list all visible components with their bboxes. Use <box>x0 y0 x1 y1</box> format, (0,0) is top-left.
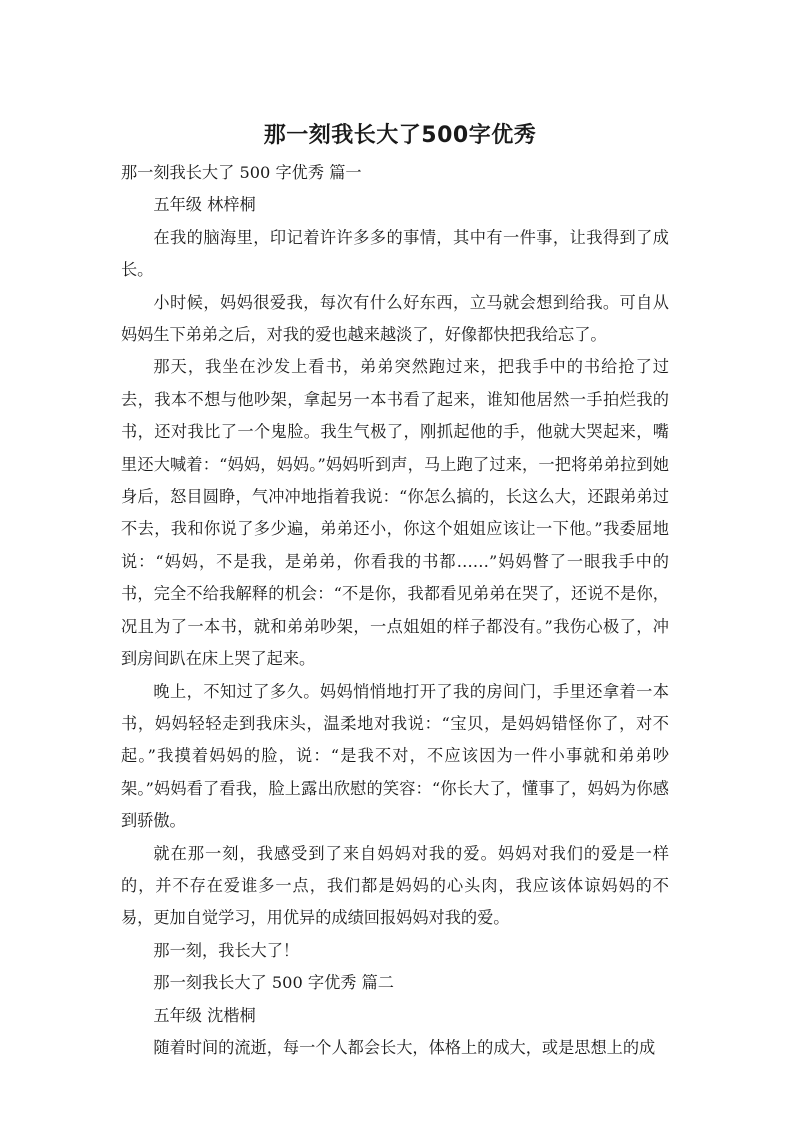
document-body <box>121 157 669 1064</box>
paragraph-5: 就在那一刻，我感受到了来自妈妈对我的爱。妈妈对我们的爱是一样的，并不存在爱谁多一点，我们都是妈妈的心头肉，我应该体谅妈妈的不易，更加自觉学习，用优异的成绩回报妈妈对我的爱。 <box>121 843 669 928</box>
paragraph-2: 小时候，妈妈很爱我，每次有什么好东西，立马就会想到给我。可自从妈妈生下弟弟之后，对我的爱也越来越淡了，好像都快把我给忘了。 <box>121 292 669 345</box>
subheading-part-2: 那一刻我长大了 500 字优秀 篇二 <box>153 973 394 993</box>
author-part-1: 五年级 林梓桐 <box>153 195 256 215</box>
subheading-part-1: 那一刻我长大了 500 字优秀 篇一 <box>121 163 362 182</box>
paragraph-1: 在我的脑海里，印记着许许多多的事情，其中有一件事，让我得到了成长。 <box>121 227 669 280</box>
paragraph-4: 晚上，不知过了多久。妈妈悄悄地打开了我的房间门，手里还拿着一本书，妈妈轻轻走到我床头，温柔地对我说：“宝贝，是妈妈错怪你了，对不起。”我摸着妈妈的脸，说：“是我不对，不应该因为一件小事就和弟弟吵架。”妈妈看了看我，脸上露出欣慰的笑容：“你长大了，懂事了，妈妈为你感到骄傲。 <box>121 681 669 831</box>
paragraph-6: 那一刻，我长大了！ <box>153 940 300 960</box>
author-part-2: 五年级 沈楷桐 <box>153 1005 256 1025</box>
paragraph-3: 那天，我坐在沙发上看书，弟弟突然跑过来，把我手中的书给抢了过去，我本不想与他吵架，拿起另一本书看了起来，谁知他居然一手拍烂我的书，还对我比了一个鬼脸。我生气极了，刚抓起他的手，他就大哭起来，嘴里还大喊着：“妈妈，妈妈。”妈妈听到声，马上跑了过来，一把将弟弟拉到她身后，怒目圆睁，气冲冲地指着我说：“你怎么搞的，长这么大，还跟弟弟过不去，我和你说了多少遍，弟弟还小，你这个姐姐应该让一下他。”我委屈地说：“妈妈，不是我，是弟弟，你看我的书都……”妈妈瞥了一眼我手中的书，完全不给我解释的机会：“不是你，我都看见弟弟在哭了，还说不是你，况且为了一本书，就和弟弟吵架，一点姐姐的样子都没有。”我伤心极了，冲到房间趴在床上哭了起来。 <box>121 357 669 669</box>
paragraph-part-2-start: 随着时间的流逝，每一个人都会长大，体格上的成大，或是思想上的成 <box>153 1037 656 1057</box>
document-title: 那一刻我长大了500字优秀 <box>263 123 537 148</box>
